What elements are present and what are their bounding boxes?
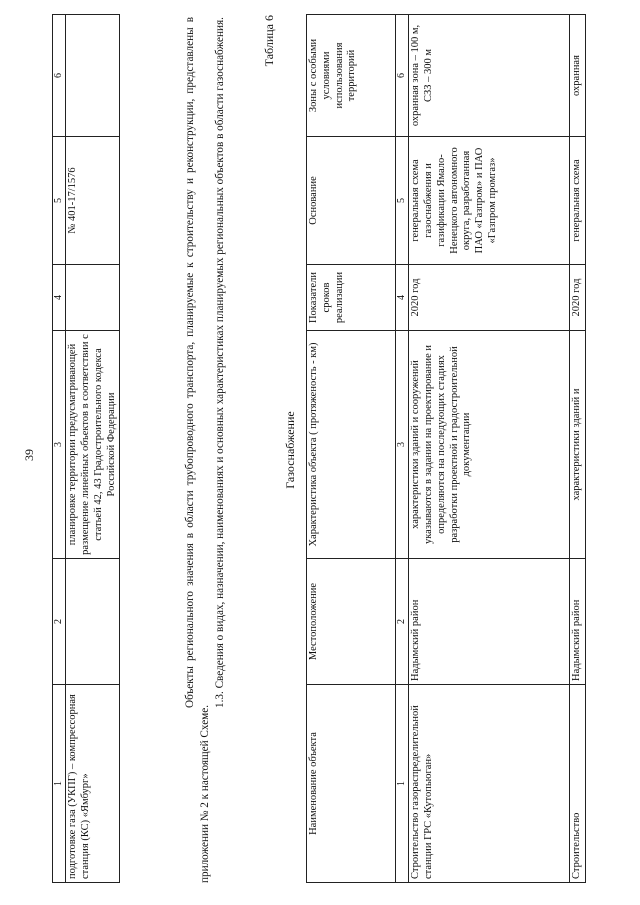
table-row bbox=[570, 15, 586, 883]
column-number: 5 bbox=[53, 137, 66, 265]
page-number: 39 bbox=[22, 449, 36, 461]
location-cell: Надымский район bbox=[409, 559, 570, 685]
table-row bbox=[409, 15, 570, 883]
location-cell: Надымский район bbox=[570, 559, 586, 685]
timeframe-cell bbox=[66, 265, 120, 331]
zones-cell bbox=[66, 15, 120, 137]
zones-cell: охранная зона – 100 м, СЗЗ – 300 м bbox=[409, 15, 570, 137]
location-cell bbox=[66, 559, 120, 685]
column-number: 1 bbox=[396, 685, 409, 883]
basis-cell: генеральная схема газоснабжения и газификации Ямало-Ненецкого автономного округа, разработанная ПАО «Газпром» и ПАО «Газпром промгаз» bbox=[409, 137, 570, 265]
column-number-row bbox=[53, 15, 66, 883]
column-number: 6 bbox=[396, 15, 409, 137]
section-title: Газоснабжение bbox=[283, 411, 297, 489]
header-characteristic: Характеристика объекта ( протяженость - км) bbox=[307, 331, 396, 559]
column-number: 3 bbox=[396, 331, 409, 559]
characteristic-cell: характеристики зданий и bbox=[570, 331, 586, 559]
paragraph-gas-supply-info: 1.3. Сведения о видах, назначении, наименованиях и основных характеристиках планируемых региональных объектов в области газоснабжения. bbox=[214, 17, 226, 708]
timeframe-cell: 2020 год bbox=[409, 265, 570, 331]
column-number: 4 bbox=[53, 265, 66, 331]
column-number-row bbox=[396, 15, 409, 883]
header-row bbox=[307, 15, 396, 883]
column-number: 1 bbox=[53, 685, 66, 883]
zones-cell: охранная bbox=[570, 15, 586, 137]
continuation-table bbox=[52, 14, 120, 883]
column-number: 2 bbox=[396, 559, 409, 685]
basis-cell: № 401-17/1576 bbox=[66, 137, 120, 265]
table-row bbox=[66, 15, 120, 883]
column-number: 4 bbox=[396, 265, 409, 331]
timeframe-cell: 2020 год bbox=[570, 265, 586, 331]
column-number: 3 bbox=[53, 331, 66, 559]
header-timeframe: Показатели сроков реализации bbox=[307, 265, 396, 331]
characteristic-cell: планировке территории предусматривающей размещение линейных объектов в соответствии с статьей 42, 43 Градостроительного кодекса Российской Федерации bbox=[66, 331, 120, 559]
header-location: Местоположение bbox=[307, 559, 396, 685]
header-zones: Зоны с особыми условиями использования территорий bbox=[307, 15, 396, 137]
paragraph-pipeline-objects: Объекты регионального значения в области трубопроводного транспорта, планируемые к строительству и реконструкции, представлены в приложении № 2 к настоящей Схеме. bbox=[184, 17, 211, 883]
header-object-name: Наименование объекта bbox=[307, 685, 396, 883]
basis-cell: генеральная схема bbox=[570, 137, 586, 265]
column-number: 5 bbox=[396, 137, 409, 265]
header-basis: Основание bbox=[307, 137, 396, 265]
column-number: 2 bbox=[53, 559, 66, 685]
object-name-cell: Строительство bbox=[570, 685, 586, 883]
gas-supply-table bbox=[306, 14, 586, 883]
object-name-cell: Строительство газораспределительной станции ГРС «Кутопьюган» bbox=[409, 685, 570, 883]
table-caption: Таблица 6 bbox=[262, 15, 276, 67]
characteristic-cell: характеристики зданий и сооружений указываются в задании на проектирование и определяются на последующих стадиях разработки проектной и градостроительной документации bbox=[409, 331, 570, 559]
object-name-cell: подготовке газа (УКПГ) – компрессорная станция (КС) «Ямбург» bbox=[66, 685, 120, 883]
column-number: 6 bbox=[53, 15, 66, 137]
